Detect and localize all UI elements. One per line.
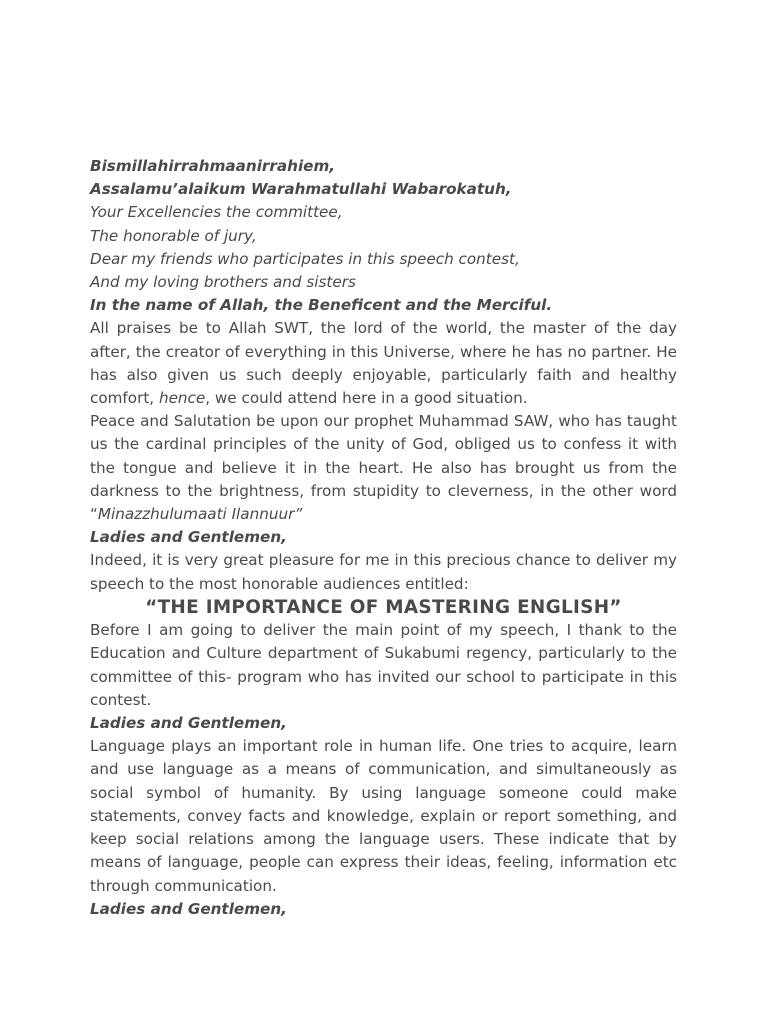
siblings-line: And my loving brothers and sisters — [90, 273, 356, 292]
excellencies-line: Your Excellencies the committee, — [90, 203, 343, 222]
speech-text — [90, 155, 677, 921]
thanks-paragraph: Before I am going to deliver the main point of my speech, I thank to the Education and Culture department of Sukabumi regency, particularly to the committee of this- program who has invited our school to participate in this contest. — [90, 621, 677, 709]
salutation-quote: Minazzhulumaati Ilannuur — [97, 505, 295, 524]
bismillah-line: Bismillahirrahmaanirrahiem, — [90, 157, 336, 175]
praise-paragraph — [90, 317, 677, 410]
salutation-text: Peace and Salutation be upon our prophet Muhammad SAW, who has taught us the cardinal principles of the unity of God, obliged us to confess it with the tongue and believe it in the heart. He also has brought us from the darkness to the brightness, from stupidity to cleverness, in the other word “ — [90, 412, 677, 524]
salutation-paragraph — [90, 410, 677, 526]
ladies-gentlemen-heading-2: Ladies and Gentlemen, — [90, 714, 287, 733]
pleasure-paragraph: Indeed, it is very great pleasure for me in this precious chance to deliver my speech to the most honorable audiences entitled: — [90, 551, 677, 593]
salam-line: Assalamu’alaikum Warahmatullahi Wabarokatuh, — [90, 180, 512, 199]
ladies-gentlemen-heading-3: Ladies and Gentlemen, — [90, 899, 287, 918]
language-paragraph: Language plays an important role in human life. One tries to acquire, learn and use language as a means of communication, and simultaneously as social symbol of humanity. By using language someone could make statements, convey facts and knowledge, explain or report something, and keep social relations among the language users. These indicate that by means of language, people can express their ideas, feeling, information etc through communication. — [90, 737, 677, 895]
speech-title: “THE IMPORTANCE OF MASTERING ENGLISH” — [145, 596, 622, 618]
friends-line: Dear my friends who participates in this speech contest, — [90, 249, 520, 268]
jury-line: The honorable of jury, — [90, 226, 257, 245]
salutation-close: ” — [294, 505, 303, 524]
hence-word: hence — [158, 389, 206, 408]
name-of-allah-line: In the name of Allah, the Beneficent and the Merciful. — [90, 296, 553, 315]
praise-text: All praises be to Allah SWT, the lord of the world, the master of the day after, the creator of everything in this Universe, where he has no partner. He has also given us such deeply enjoyable, particularly faith and healthy comfort, — [90, 319, 677, 408]
praise-end: , we could attend here in a good situation. — [205, 389, 528, 408]
ladies-gentlemen-heading-1: Ladies and Gentlemen, — [90, 528, 287, 547]
